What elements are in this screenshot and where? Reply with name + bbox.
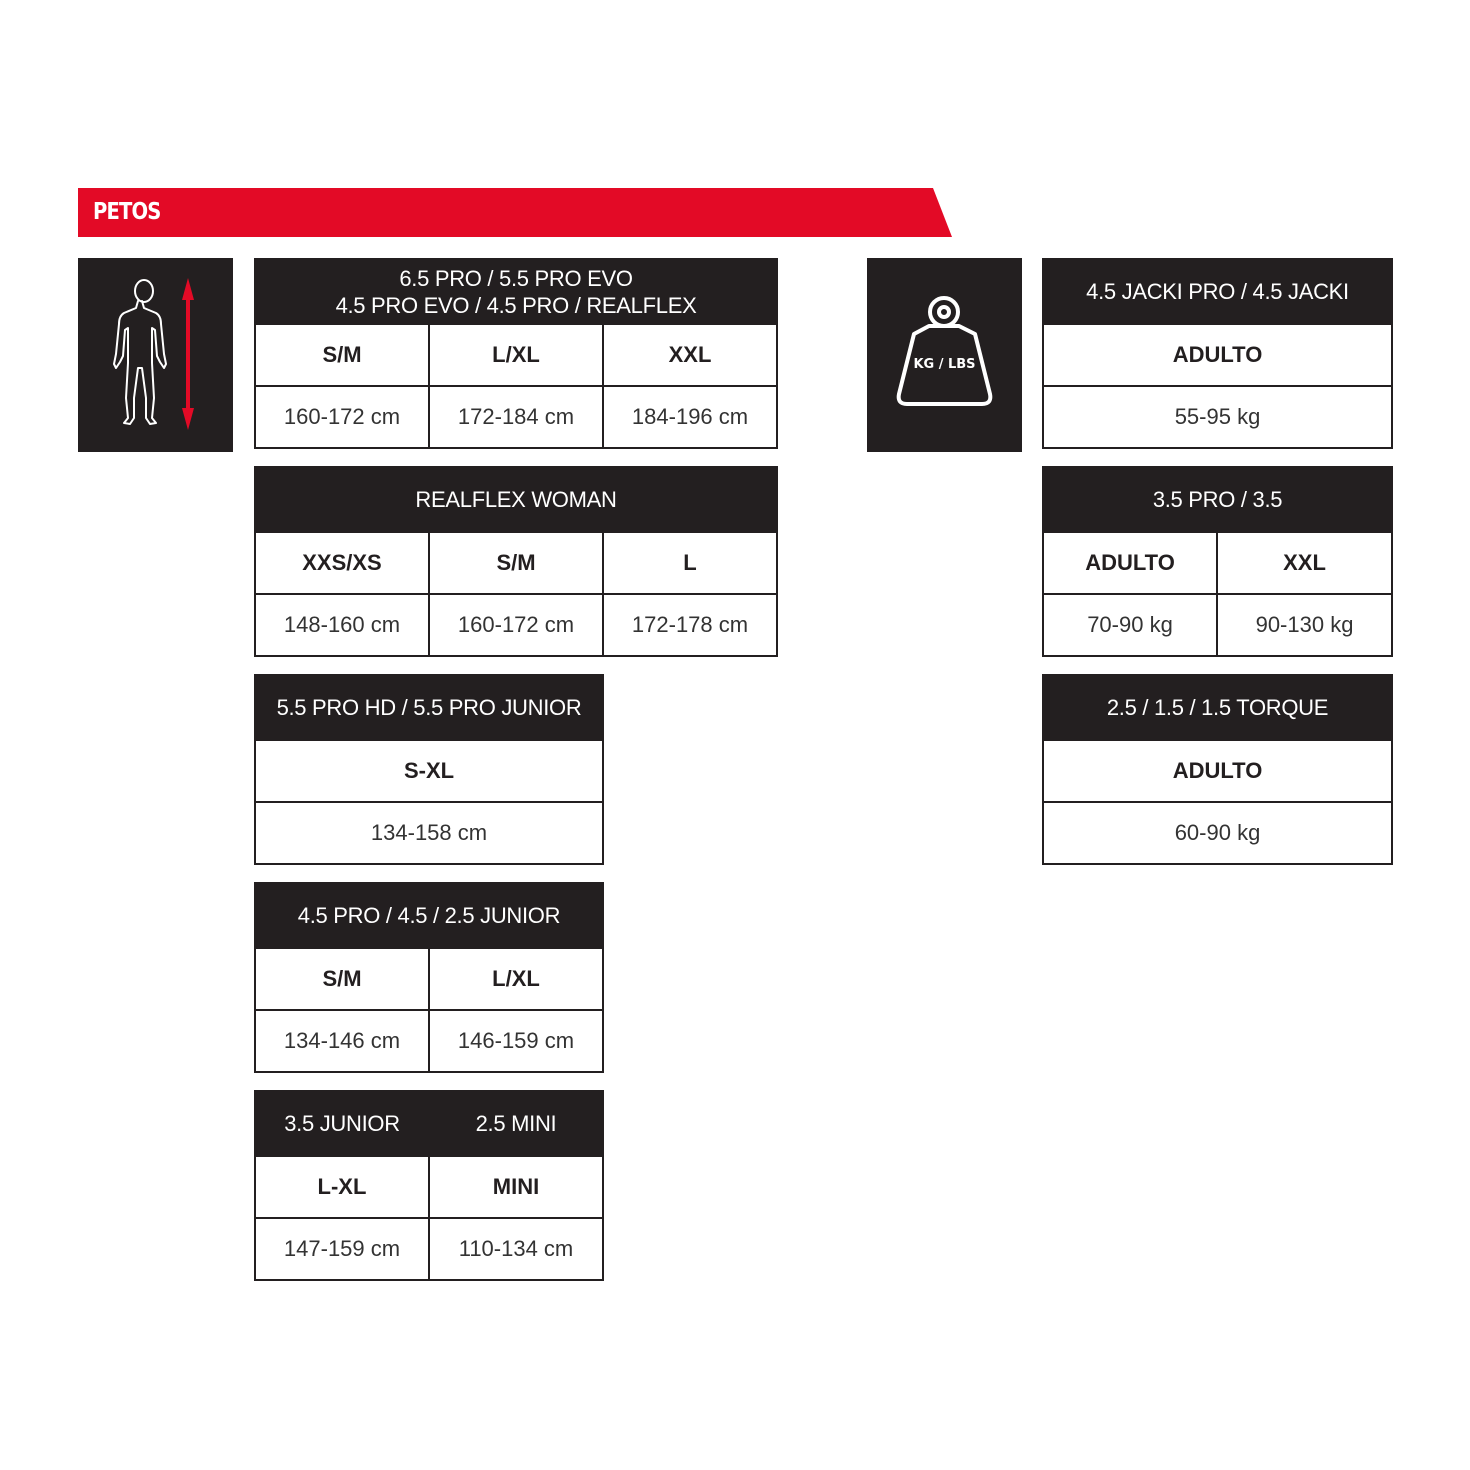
body-height-icon — [78, 258, 233, 452]
table-header: 3.5 JUNIOR — [255, 1091, 429, 1156]
table-header-row — [1043, 675, 1392, 740]
measure-row — [255, 386, 777, 448]
size-row — [255, 324, 777, 386]
section-title: PETOS — [93, 199, 161, 225]
size-row — [255, 532, 777, 594]
size-cell: ADULTO — [1043, 740, 1392, 802]
size-row — [1043, 532, 1392, 594]
measure-cell: 110-134 cm — [429, 1218, 603, 1280]
table-header-row — [255, 1091, 603, 1156]
table-header-row — [255, 675, 603, 740]
measure-row — [1043, 386, 1392, 448]
table-header: 4.5 PRO / 4.5 / 2.5 JUNIOR — [255, 883, 603, 948]
size-cell: ADULTO — [1043, 532, 1217, 594]
size-cell: S/M — [255, 324, 429, 386]
measure-cell: 184-196 cm — [603, 386, 777, 448]
size-row — [255, 740, 603, 802]
size-cell: MINI — [429, 1156, 603, 1218]
weight-icon-label: KG / LBS — [913, 357, 976, 372]
table-header: 2.5 MINI — [429, 1091, 603, 1156]
size-cell: L — [603, 532, 777, 594]
table-header: 2.5 / 1.5 / 1.5 TORQUE — [1043, 675, 1392, 740]
measure-cell: 148-160 cm — [255, 594, 429, 656]
size-cell: S-XL — [255, 740, 603, 802]
measure-row — [255, 1010, 603, 1072]
measure-row — [1043, 594, 1392, 656]
table-header-line-1: 6.5 PRO / 5.5 PRO EVO — [399, 265, 633, 291]
section-banner — [78, 188, 952, 237]
measure-cell: 134-158 cm — [255, 802, 603, 864]
table-header-row — [255, 467, 777, 532]
size-cell: ADULTO — [1043, 324, 1392, 386]
size-cell: XXL — [1217, 532, 1392, 594]
measure-cell: 147-159 cm — [255, 1218, 429, 1280]
size-cell: S/M — [255, 948, 429, 1010]
size-row — [255, 1156, 603, 1218]
size-cell: XXS/XS — [255, 532, 429, 594]
table-header: REALFLEX WOMAN — [255, 467, 777, 532]
measure-cell: 60-90 kg — [1043, 802, 1392, 864]
height-table-realflex-woman — [254, 466, 778, 657]
height-table-pro-hd — [254, 674, 604, 865]
size-row — [1043, 740, 1392, 802]
height-table-pro-evo — [254, 258, 778, 449]
size-row — [1043, 324, 1392, 386]
measure-cell: 90-130 kg — [1217, 594, 1392, 656]
measure-cell: 172-178 cm — [603, 594, 777, 656]
size-cell: L/XL — [429, 324, 603, 386]
measure-cell: 160-172 cm — [429, 594, 603, 656]
table-header: 4.5 JACKI PRO / 4.5 JACKI — [1043, 259, 1392, 324]
measure-cell: 70-90 kg — [1043, 594, 1217, 656]
measure-row — [255, 1218, 603, 1280]
weight-icon — [867, 258, 1022, 452]
height-icon-box — [78, 258, 233, 452]
measure-cell: 134-146 cm — [255, 1010, 429, 1072]
height-table-junior — [254, 882, 604, 1073]
measure-cell: 55-95 kg — [1043, 386, 1392, 448]
weight-icon-box — [867, 258, 1022, 452]
measure-cell: 146-159 cm — [429, 1010, 603, 1072]
table-header-row — [1043, 467, 1392, 532]
banner-shape — [78, 188, 952, 237]
size-cell: L-XL — [255, 1156, 429, 1218]
measure-row — [1043, 802, 1392, 864]
height-table-junior-mini — [254, 1090, 604, 1281]
size-cell: XXL — [603, 324, 777, 386]
table-header: 3.5 PRO / 3.5 — [1043, 467, 1392, 532]
table-header-row — [1043, 259, 1392, 324]
measure-row — [255, 594, 777, 656]
table-header-row — [255, 883, 603, 948]
size-cell: S/M — [429, 532, 603, 594]
table-header-row — [255, 259, 777, 324]
table-header — [255, 259, 777, 324]
measure-cell: 172-184 cm — [429, 386, 603, 448]
weight-table-3-5 — [1042, 466, 1393, 657]
measure-row — [255, 802, 603, 864]
measure-cell: 160-172 cm — [255, 386, 429, 448]
weight-table-torque — [1042, 674, 1393, 865]
table-header: 5.5 PRO HD / 5.5 PRO JUNIOR — [255, 675, 603, 740]
size-row — [255, 948, 603, 1010]
table-header-line-2: 4.5 PRO EVO / 4.5 PRO / REALFLEX — [335, 292, 697, 318]
weight-table-jacki — [1042, 258, 1393, 449]
size-cell: L/XL — [429, 948, 603, 1010]
